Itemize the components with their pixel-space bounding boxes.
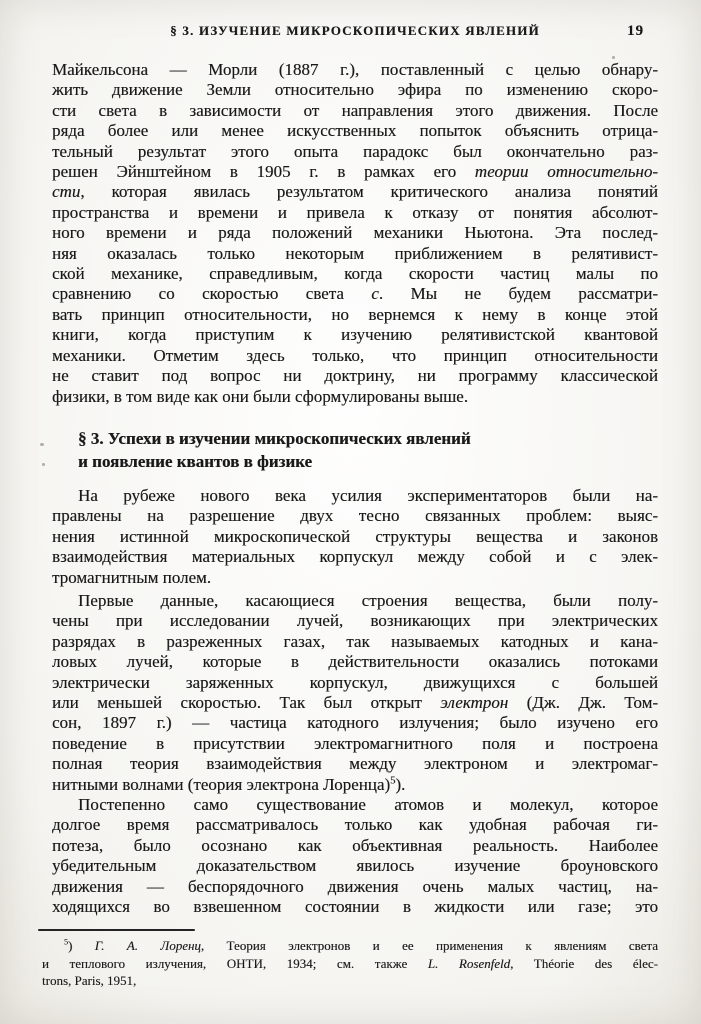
text-run: ходящихся во взвешенном состоянии в жидкости или газе; это [52, 897, 658, 917]
text-line [52, 836, 658, 856]
text-run: сон, 1897 г.) — частица катодного излучения; было изучено его [52, 713, 658, 733]
text-line [52, 734, 658, 754]
text-run: нения истинной микроскопической структуры вещества и законов [52, 526, 658, 546]
text-line [52, 223, 658, 243]
text-run: пространства и времени и привела к отказу от понятия абсолют- [52, 202, 658, 222]
text-line [52, 80, 658, 100]
paragraph-electron-discovery [52, 591, 658, 795]
text-line [52, 101, 658, 121]
text-line [52, 815, 658, 835]
text-line [52, 244, 658, 264]
text-line [42, 937, 658, 955]
text-run: поведение в присутствии электромагнитного поля и построена [52, 733, 658, 753]
text-run: На рубеже нового века усилия экспериментаторов были на- [78, 486, 658, 505]
text-line [52, 366, 658, 386]
text-line [52, 673, 658, 693]
text-run: ного времени и ряда положений механики Ньютона. Эта послед- [52, 223, 658, 243]
text-line [52, 547, 658, 567]
text-run: , которая явилась результатом критического анализа понятий [80, 182, 658, 202]
text-line [52, 506, 658, 526]
text-run: , Теория электронов и ее применения к явлениям света [200, 938, 658, 953]
text-run: ловых лучей, которые в действительности оказались потоками [52, 652, 658, 672]
text-run: ) [68, 938, 95, 953]
text-run: , Théorie des élec- [510, 955, 658, 971]
emphasized-text: теории относительно- [474, 162, 658, 182]
text-line [52, 693, 658, 713]
running-header [52, 20, 658, 42]
text-line [52, 775, 658, 795]
text-run: полная теория взаимодействия между электроном и электромаг- [52, 754, 658, 774]
text-line [52, 877, 658, 897]
emphasized-text: сти [52, 182, 81, 202]
text-run: жить движение Земли относительно эфира по изменению скоро- [52, 80, 658, 100]
text-run: ). [395, 774, 406, 794]
text-run: вать принцип относительности, но вернемся к нему в конце этой [52, 304, 658, 324]
section-heading-line-1: § 3. Успехи в изучении микроскопических явлений [78, 429, 471, 448]
text-run: . Мы не будем рассматри- [378, 284, 658, 304]
footnote-marker: 5 [390, 775, 396, 786]
text-line [52, 527, 658, 547]
text-line [52, 795, 658, 815]
text-run: решен Эйнштейном в 1905 г. в рамках его [52, 162, 475, 182]
text-run: тромагнитным полем. [52, 567, 212, 587]
text-line [52, 203, 658, 223]
text-run: долгое время рассматривалось только как удобная рабочая ги- [52, 815, 658, 835]
text-line [52, 121, 658, 141]
emphasized-text: Г. А. Лоренц [94, 938, 201, 953]
paragraph-brownian-motion [52, 795, 658, 917]
text-run: Постепенно само существование атомов и молекул, которое [78, 795, 658, 814]
running-header-title: § 3. ИЗУЧЕНИЕ МИКРОСКОПИЧЕСКИХ ЯВЛЕНИЙ [170, 23, 540, 38]
text-run: взаимодействия материальных корпускул между собой и с элек- [52, 547, 658, 567]
paragraph-relativity [52, 60, 658, 407]
text-line [52, 284, 658, 304]
text-run: движения — беспорядочного движения очень малых частиц, на- [52, 876, 658, 896]
text-run: убедительным доказательством явилось изучение броуновского [52, 856, 658, 876]
scan-artifact [40, 443, 44, 446]
text-run: (Дж. Дж. Том- [508, 693, 658, 713]
emphasized-text: L. Rosenfeld [427, 955, 511, 971]
text-line [52, 486, 658, 506]
text-run: сти света в зависимости от направления этого движения. После [52, 100, 658, 120]
emphasized-text: с [371, 284, 379, 304]
text-run: или меньшей скоростью. Так был открыт [52, 693, 441, 713]
footnote-marker: 5 [64, 937, 69, 947]
paragraph-turn-of-century [52, 486, 658, 588]
text-run: trons, Paris, 1951, [42, 973, 137, 989]
text-line [52, 856, 658, 876]
text-run: ской механике, справедливым, когда скорости частиц малы по [52, 264, 658, 284]
text-run: тельный результат этого опыта парадокс был окончательно раз- [52, 141, 658, 161]
text-run: чены при исследовании лучей, возникающих при электрических [52, 611, 658, 631]
text-line [52, 713, 658, 733]
text-line [52, 182, 658, 202]
text-line [52, 142, 658, 162]
text-line [52, 568, 658, 588]
text-line [52, 60, 658, 80]
emphasized-text: электрон [440, 693, 509, 713]
text-run: потеза, было осознано как объективная реальность. Наиболее [52, 835, 658, 855]
footnote-separator [38, 929, 195, 931]
text-line [42, 972, 658, 990]
text-run: электрически заряженных корпускул, движущихся с большей [52, 672, 658, 692]
text-run: Первые данные, касающиеся строения вещества, были полу- [78, 591, 658, 610]
text-run: физики, в том виде как они были сформулированы выше. [52, 386, 468, 406]
text-line [52, 305, 658, 325]
text-run: нитными волнами (теория электрона Лоренца) [52, 774, 391, 794]
text-line [52, 264, 658, 284]
page-number: 19 [627, 23, 644, 39]
text-line [52, 632, 658, 652]
text-run: механики. Отметим здесь только, что принцип относительности [52, 345, 658, 365]
text-run: сравнению со скоростью света [52, 284, 372, 304]
text-run: ряда более или менее искусственных попыток объяснить отрица- [52, 121, 658, 141]
footnote-lorentz-reference [42, 937, 658, 990]
text-line [52, 591, 658, 611]
text-run: правлены на разрешение двух тесно связанных проблем: выяс- [52, 506, 658, 526]
text-line [52, 897, 658, 917]
text-line [52, 652, 658, 672]
scan-artifact [612, 56, 615, 59]
text-run: не ставит под вопрос ни доктрину, ни программу классической [52, 366, 658, 386]
text-run: книги, когда приступим к изучению релятивистской квантовой [52, 325, 658, 345]
text-line [42, 955, 658, 973]
text-line [52, 387, 658, 407]
scan-artifact [42, 463, 45, 466]
text-run: и теплового излучения, ОНТИ, 1934; см. также [42, 955, 428, 971]
text-line [52, 611, 658, 631]
text-run: няя оказалась только некоторым приближением в релятивист- [52, 243, 658, 263]
text-line [52, 346, 658, 366]
text-line [52, 162, 658, 182]
text-run: Майкельсона — Морли (1887 г.), поставленный с целью обнару- [52, 60, 658, 79]
text-line [52, 325, 658, 345]
section-heading [52, 427, 684, 473]
section-heading-line-2: и появление квантов в физике [78, 452, 313, 471]
text-run: разрядах в разреженных газах, так называемых катодных и кана- [52, 631, 658, 651]
text-line [52, 754, 658, 774]
